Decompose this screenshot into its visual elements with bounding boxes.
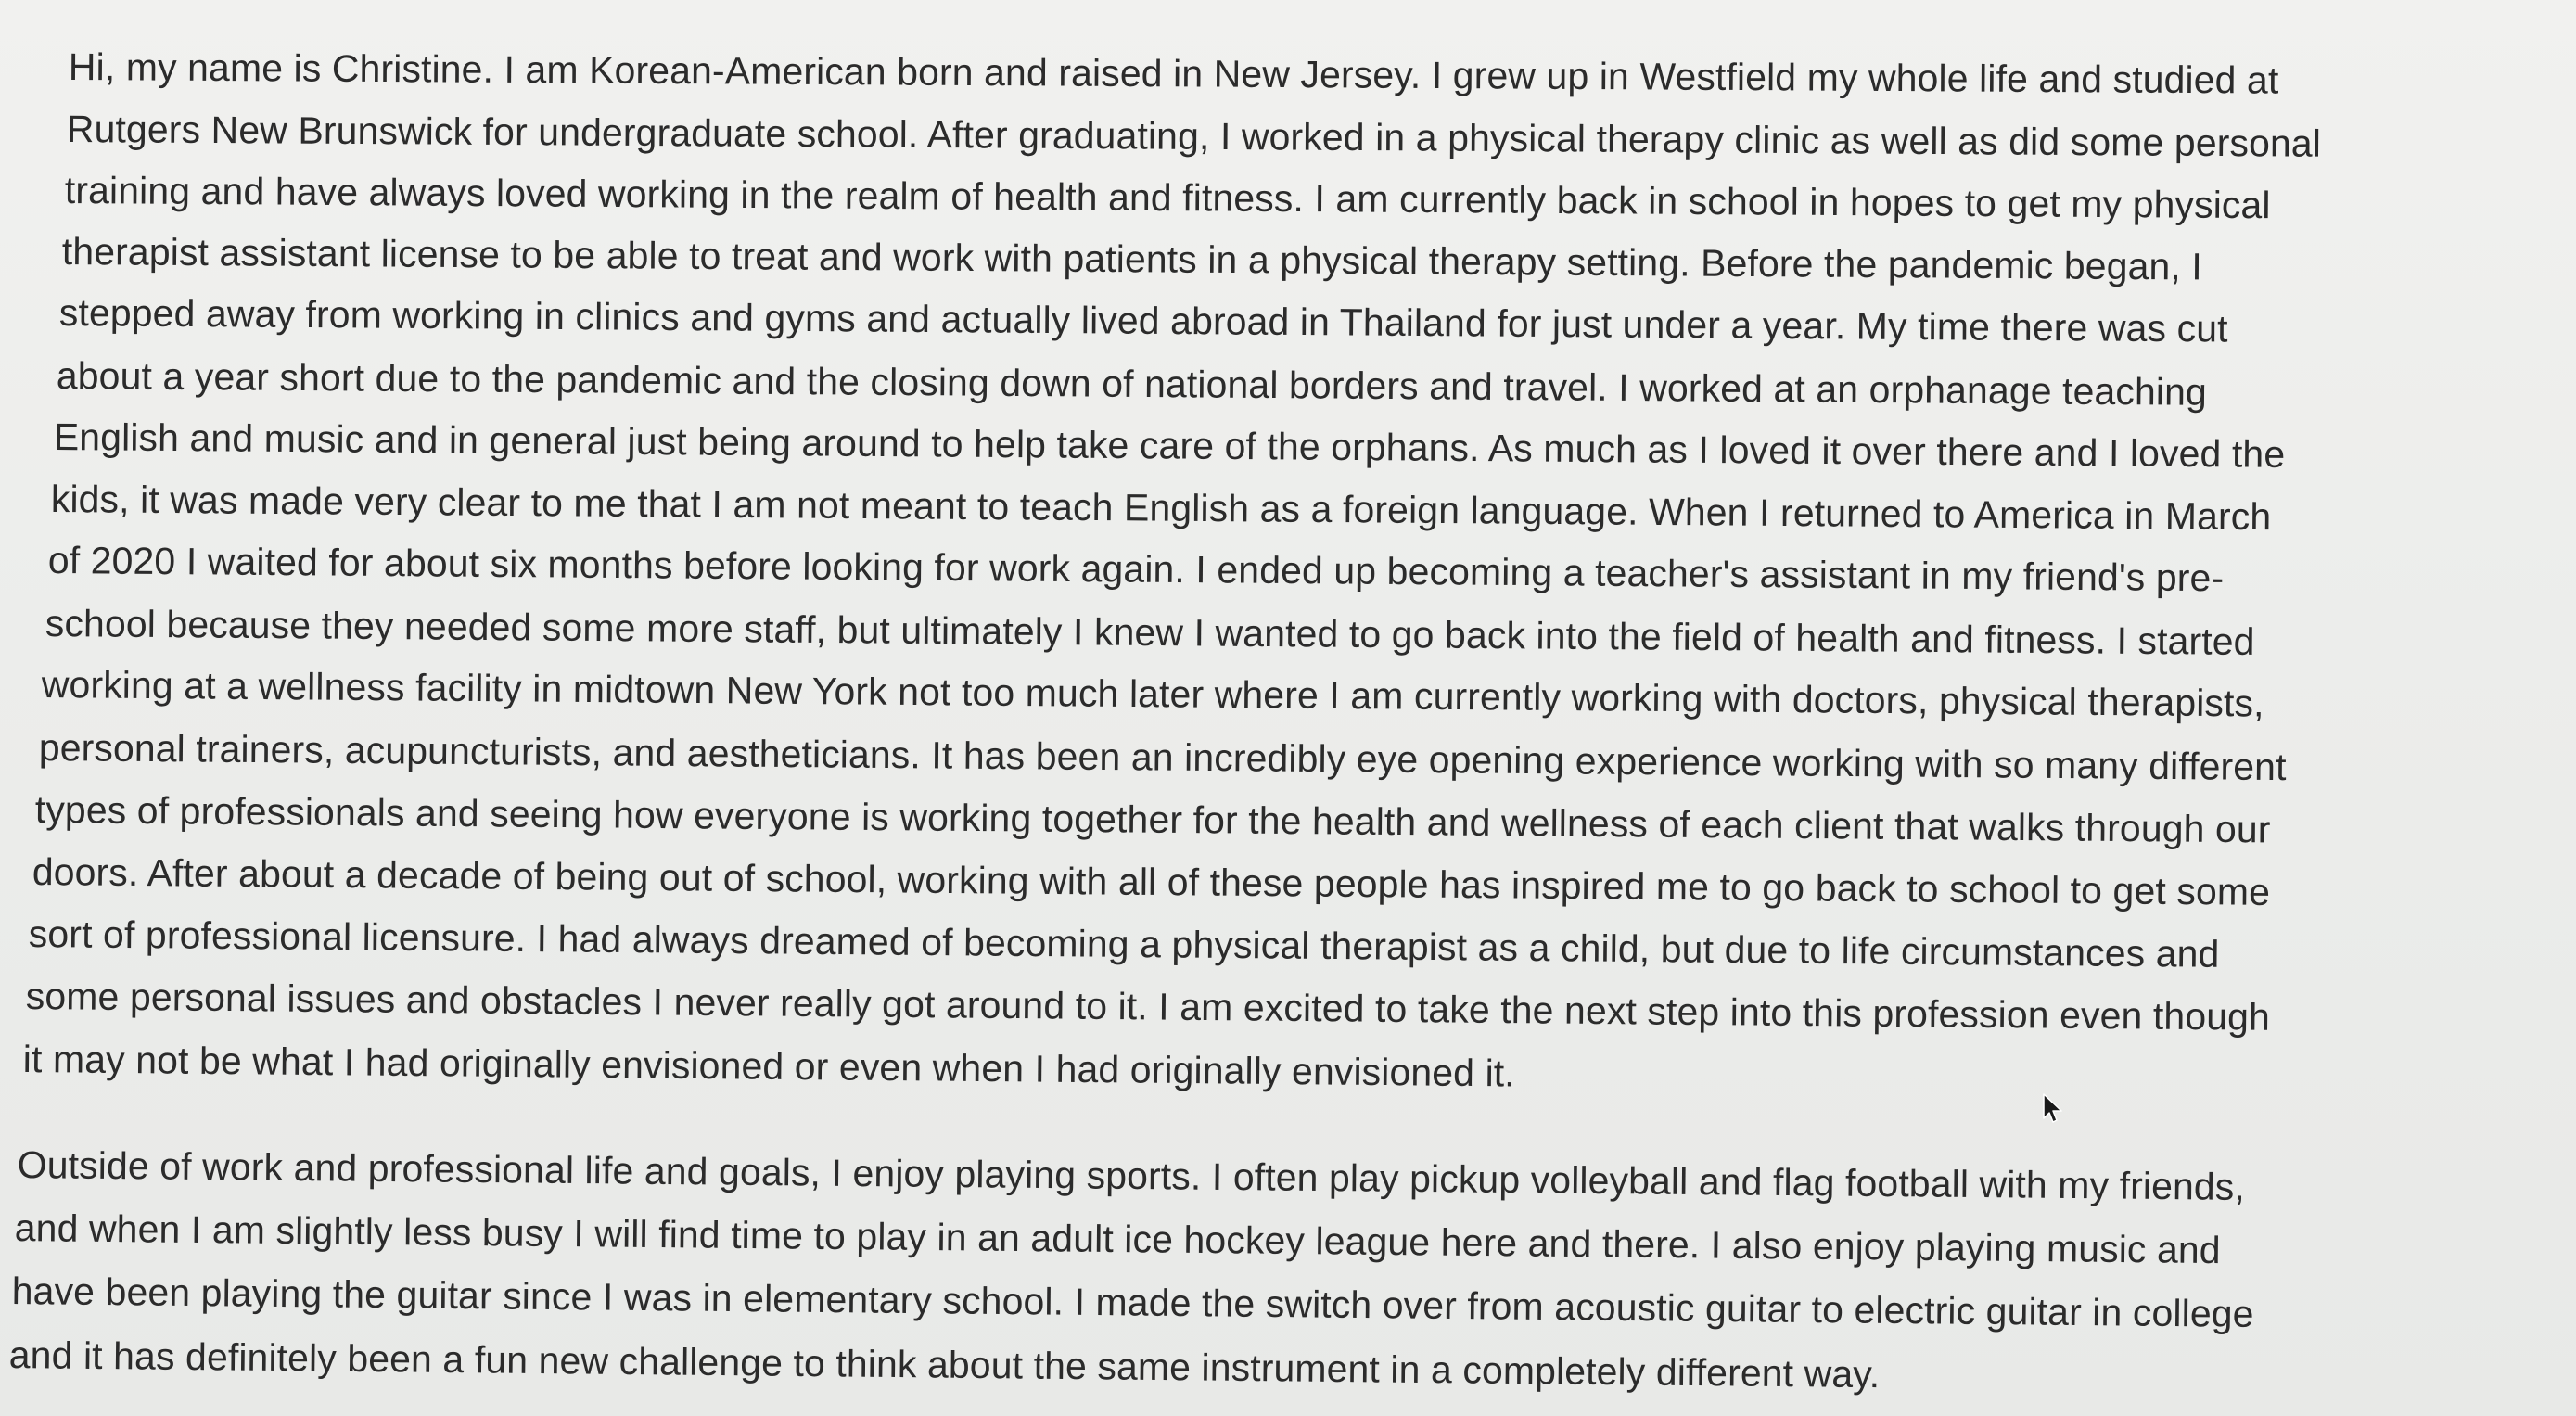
paragraph-2-line: and it has definitely been a fun new challenge to think about the same instrument in a completely different way. [8,1333,1881,1397]
paragraph-1-line: it may not be what I had originally envisioned or even when I had originally envisioned it. [22,1038,1516,1095]
mouse-pointer-icon [2042,1092,2064,1124]
paragraph-1-line: of 2020 I waited for about six months before looking for work again. I ended up becoming a teacher's assistant in my friend's pre- [47,539,2225,600]
paragraph-1-line: sort of professional licensure. I had always dreamed of becoming a physical therapist as a child, but due to life circumstances and [28,912,2220,976]
paragraph-2-line: have been playing the guitar since I was in elementary school. I made the switch over from acoustic guitar to electric guitar in college [11,1269,2254,1335]
paragraph-1-line: stepped away from working in clinics and gyms and actually lived abroad in Thailand for just under a year. My time there was cut [58,291,2228,351]
paragraph-1-line: kids, it was made very clear to me that I am not meant to teach English as a foreign language. When I returned to America in March [50,478,2272,539]
paragraph-1-line: doors. After about a decade of being out of school, working with all of these people has inspired me to go back to school to get some [32,850,2271,913]
paragraph-2-line: and when I am slightly less busy I will find time to play in an adult ice hockey league here and there. I also enjoy playing music and [14,1206,2221,1272]
paragraph-1-line: Hi, my name is Christine. I am Korean-American born and raised in New Jersey. I grew up in Westfield my whole life and studied at [68,45,2279,102]
paragraph-1-line: therapist assistant license to be able to treat and work with patients in a physical therapy setting. Before the pandemic began, I [61,230,2203,288]
paragraph-1-line: personal trainers, acupuncturists, and aestheticians. It has been an incredibly eye opening experience working with so many different [38,726,2287,789]
paragraph-2-line: Outside of work and professional life and goals, I enjoy playing sports. I often play pickup volleyball and flag football with my friends, [17,1143,2246,1208]
paragraph-1-line: working at a wellness facility in midtown New York not too much later where I am currently working with doctors, physical therapists, [41,663,2264,725]
paragraph-1-line: Rutgers New Brunswick for undergraduate school. After graduating, I worked in a physical therapy clinic as well as did some personal [66,108,2322,165]
paragraph-1-line: school because they needed some more staff, but ultimately I knew I wanted to go back into the field of health and fitness. I started [45,602,2255,663]
paragraph-1-line: some personal issues and obstacles I never really got around to it. I am excited to take the next step into this profession even though [25,975,2271,1039]
paragraph-1-line: training and have always loved working in the realm of health and fitness. I am currently back in school in hopes to get my physical [64,169,2271,227]
paragraph-1-line: types of professionals and seeing how everyone is working together for the health and wellness of each client that walks through our [34,788,2271,851]
paragraph-1-line: English and music and in general just being around to help take care of the orphans. As much as I loved it over there and I loved the [53,415,2286,476]
paragraph-1-line: about a year short due to the pandemic and the closing down of national borders and travel. I worked at an orphanage teaching [56,354,2208,414]
